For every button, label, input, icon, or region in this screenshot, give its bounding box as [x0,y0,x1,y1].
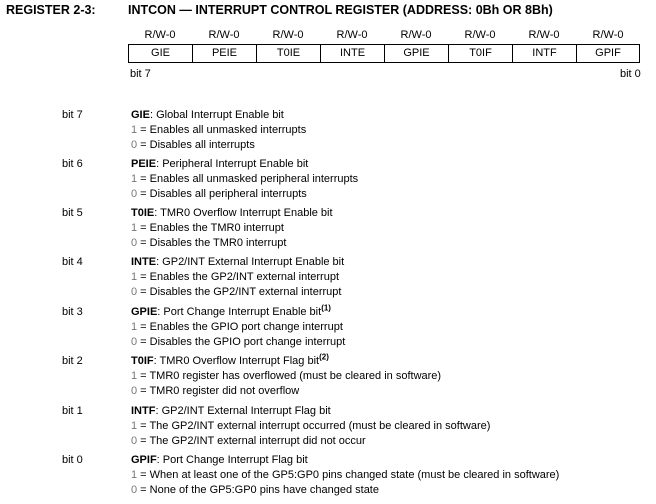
bit1-access: R/W-0 [528,29,560,41]
bit3-name-cell: GPIE [384,44,448,63]
bit4-name-cell: INTE [320,44,384,63]
bit-value-one: 1 [131,222,138,234]
bit-value-one: 1 [131,321,138,333]
bit-number-label: bit 1 [62,405,83,417]
bit-field-name: T0IE [131,207,155,219]
bit-value-zero-text: = Disables the GPIO port change interrupt [137,336,346,348]
bit-value-zero: 0 [131,385,138,397]
bit-value-zero: 0 [131,188,138,200]
lsb-label: bit 0 [620,68,641,80]
bit-number-label: bit 5 [62,207,83,219]
bit-value-one: 1 [131,420,138,432]
bit3-access: R/W-0 [400,29,432,41]
bit5-access: R/W-0 [272,29,304,41]
bit-field-description: : Global Interrupt Enable bit [149,109,284,121]
bit-number-label: bit 2 [62,355,83,367]
bit-value-one: 1 [131,173,138,185]
bit-number-label: bit 7 [62,109,83,121]
bit4-access: R/W-0 [336,29,368,41]
bit-value-zero: 0 [131,336,138,348]
bit-number-label: bit 3 [62,306,83,318]
bit2-name-cell: T0IF [448,44,512,63]
bit-value-one-text: = Enables the TMR0 interrupt [137,222,284,234]
bit0-access: R/W-0 [592,29,624,41]
bit2-access: R/W-0 [464,29,496,41]
bit-value-zero-text: = TMR0 register did not overflow [137,385,300,397]
bit-value-one-text: = TMR0 register has overflowed (must be cleared in software) [137,370,442,382]
bit-value-zero-text: = The GP2/INT external interrupt did not occur [137,435,366,447]
bit-value-one-text: = Enables the GPIO port change interrupt [137,321,343,333]
bit-value-zero-text: = Disables the GP2/INT external interrupt [137,286,342,298]
bit6-access: R/W-0 [208,29,240,41]
bit-value-zero: 0 [131,237,138,249]
bit-value-one: 1 [131,469,138,481]
bit-value-zero-text: = Disables the TMR0 interrupt [137,237,287,249]
register-title: INTCON — INTERRUPT CONTROL REGISTER (ADDRESS: 0Bh OR 8Bh) [128,3,553,17]
bit-value-zero-text: = None of the GP5:GP0 pins have changed state [137,484,379,496]
bit-value-one-text: = When at least one of the GP5:GP0 pins changed state (must be cleared in software) [137,469,560,481]
bit-field-description: : Port Change Interrupt Flag bit [156,454,308,466]
bit-value-one-text: = The GP2/INT external interrupt occurred (must be cleared in software) [137,420,491,432]
register-label: REGISTER 2-3: [6,3,96,17]
bit6-name-cell: PEIE [192,44,256,63]
bit7-access: R/W-0 [144,29,176,41]
bit-number-label: bit 4 [62,256,83,268]
bit-field-name: T0IF [131,355,154,367]
bit-value-zero-text: = Disables all peripheral interrupts [137,188,307,200]
bit0-name-cell: GPIF [576,44,640,63]
bit-field-name: INTE [131,256,157,268]
bit-field-description: : GP2/INT External Interrupt Enable bit [156,256,345,268]
bit-number-label: bit 6 [62,158,83,170]
msb-label: bit 7 [130,68,151,80]
bit-value-zero: 0 [131,286,138,298]
bit-field-description: : TMR0 Overflow Interrupt Enable bit [154,207,333,219]
bit-number-label: bit 0 [62,454,83,466]
bit-value-one-text: = Enables the GP2/INT external interrupt [137,271,340,283]
bit-value-one-text: = Enables all unmasked interrupts [137,124,307,136]
bit-field-name: INTF [131,405,156,417]
bit-value-zero: 0 [131,484,138,496]
bit-field-name: GPIF [131,454,157,466]
bit-value-zero: 0 [131,435,138,447]
footnote-ref: (1) [321,303,331,313]
bit-value-one-text: = Enables all unmasked peripheral interrupts [137,173,359,185]
bit7-name-cell: GIE [128,44,192,63]
footnote-ref: (2) [319,352,329,362]
bit-field-name: GIE [131,109,150,121]
bit-value-one: 1 [131,370,138,382]
bit5-name-cell: T0IE [256,44,320,63]
bit1-name-cell: INTF [512,44,576,63]
register-bit-table [128,27,640,63]
bit-field-description: : TMR0 Overflow Interrupt Flag bit [153,355,320,367]
bit-value-one: 1 [131,124,138,136]
bit-field-description: : Port Change Interrupt Enable bit [157,306,322,318]
bit-field-description: : GP2/INT External Interrupt Flag bit [155,405,331,417]
bit-value-one: 1 [131,271,138,283]
bit-field-description: : Peripheral Interrupt Enable bit [156,158,309,170]
bit-value-zero-text: = Disables all interrupts [137,139,255,151]
bit-field-name: GPIE [131,306,158,318]
bit-field-name: PEIE [131,158,157,170]
bit-value-zero: 0 [131,139,138,151]
